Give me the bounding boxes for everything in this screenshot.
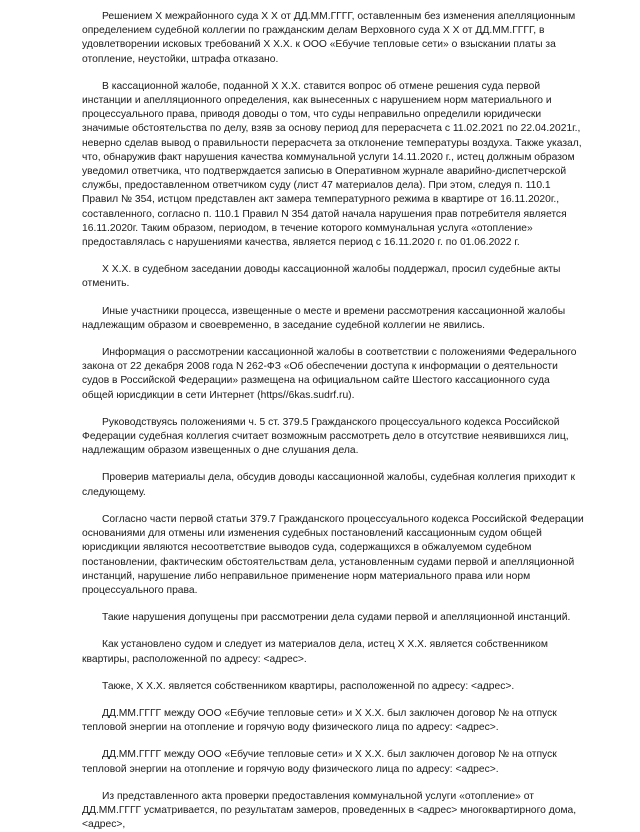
paragraph-contract-1: ДД.ММ.ГГГГ между ООО «Ебучие тепловые сети» и Х Х.Х. был заключен договор № на отпуск тепловой энергии на отопление и горячую воду физического лица по адресу: <адрес>. [82,707,557,734]
paragraph-violations-found: Такие нарушения допущены при рассмотрении дела судами первой и апелляционной инстанций. [102,612,571,624]
paragraph-cassation-complaint: В кассационной жалобе, поданной Х Х.Х. ставится вопрос об отмене решения суда первой инстанции и апелляционного определения, как вынесенных с нарушением норм материального и процессуального права, приводя доводы о том, что суды неправильно определили юридически значимые обстоятельства по делу, взяв за основу период для перерасчета с 11.02.2021 по 22.04.2021г., неверно сделав вывод о правильности перерасчета за отклонение температуры воздуха. Также указал, что, обнаружив факт нарушения качества коммунальной услуги 14.11.2020 г., истец должным образом уведомил ответчика, что подтверждается записью в Оперативном журнале аварийно-диспетчерской службы, предоставленном ответчиком суду (лист 47 материалов дела). При этом, следуя п. 110.1 Правил № 354, истцом представлен акт замера температурного режима в квартире от 16.11.2020г., составленного, согласно п. 110.1 Правил N 354 датой начала нарушения прав потребителя является 16.11.2020г. Таким образом, периодом, в течение которого коммунальная услуга «отопление» предоставлялась с нарушениями качества, является период с 16.11.2020 г. по 01.06.2022 г. [82,80,582,249]
paragraph-ownership-1: Как установлено судом и следует из материалов дела, истец Х Х.Х. является собственником квартиры, расположенной по адресу: <адрес>. [82,639,548,665]
paragraph-absence-hearing: Руководствуясь положениями ч. 5 ст. 379.5 Гражданского процессуального кодекса Российской Федерации судебная коллегия считает возможным рассмотреть дело в отсутствие неявившихся лиц, надлежащим образом извещенных о дне слушания дела. [82,416,569,457]
paragraph-other-participants: Иные участники процесса, извещенные о месте и времени рассмотрения кассационной жалобы надлежащим образом и своевременно, в заседание судебной коллегии не явились. [82,305,566,331]
paragraph-complaint-supported: Х Х.Х. в судебном заседании доводы кассационной жалобы поддержал, просил судебные акты отменить. [82,264,561,290]
paragraph-grounds-for-reversal: Согласно части первой статьи 379.7 Гражданского процессуального кодекса Российской Федерации основаниями для отмены или изменения судебных постановлений кассационным судом общей юрисдикции являются несоответствие выводов суда, содержащихся в обжалуемом судебном постановлении, фактическим обстоятельствам дела, установленным судами первой и апелляционной инстанций, нарушение либо неправильное применение норм материального права или норм процессуального права. [82,513,584,596]
paragraph-review-conclusion: Проверив материалы дела, обсудив доводы кассационной жалобы, судебная коллегия приходит к следующему. [82,472,576,498]
paragraph-inspection-act: Из представленного акта проверки предоставления коммунальной услуги «отопление» от ДД.ММ.ГГГГ усматривается, по результатам замеров, проведенных в <адрес> многоквартирного дома, <адрес>, [82,790,577,831]
document-body [82,10,584,832]
paragraph-publication-info: Информация о рассмотрении кассационной жалобы в соответствии с положениями Федерального закона от 22 декабря 2008 года N 262-ФЗ «Об обеспечении доступа к информации о деятельности судов в Российской Федерации» размещена на официальном сайте Шестого кассационного суда общей юрисдикции в сети Интернет (https//6kas.sudrf.ru). [82,347,577,401]
paragraph-ownership-2: Также, Х Х.Х. является собственником квартиры, расположенной по адресу: <адрес>. [102,680,515,692]
paragraph-decision: Решением Х межрайонного суда Х Х от ДД.ММ.ГГГГ, оставленным без изменения апелляционным определением судебной коллегии по гражданским делам Верховного суда Х Х от ДД.ММ.ГГГГ, в удовлетворении исковых требований Х Х.Х. к ООО «Ебучие тепловые сети» о взыскании платы за отопление, неустойки, штрафа отказано. [82,11,576,65]
paragraph-contract-2: ДД.ММ.ГГГГ между ООО «Ебучие тепловые сети» и Х Х.Х. был заключен договор № на отпуск тепловой энергии на отопление и горячую воду физического лица по адресу: <адрес>. [82,749,557,775]
